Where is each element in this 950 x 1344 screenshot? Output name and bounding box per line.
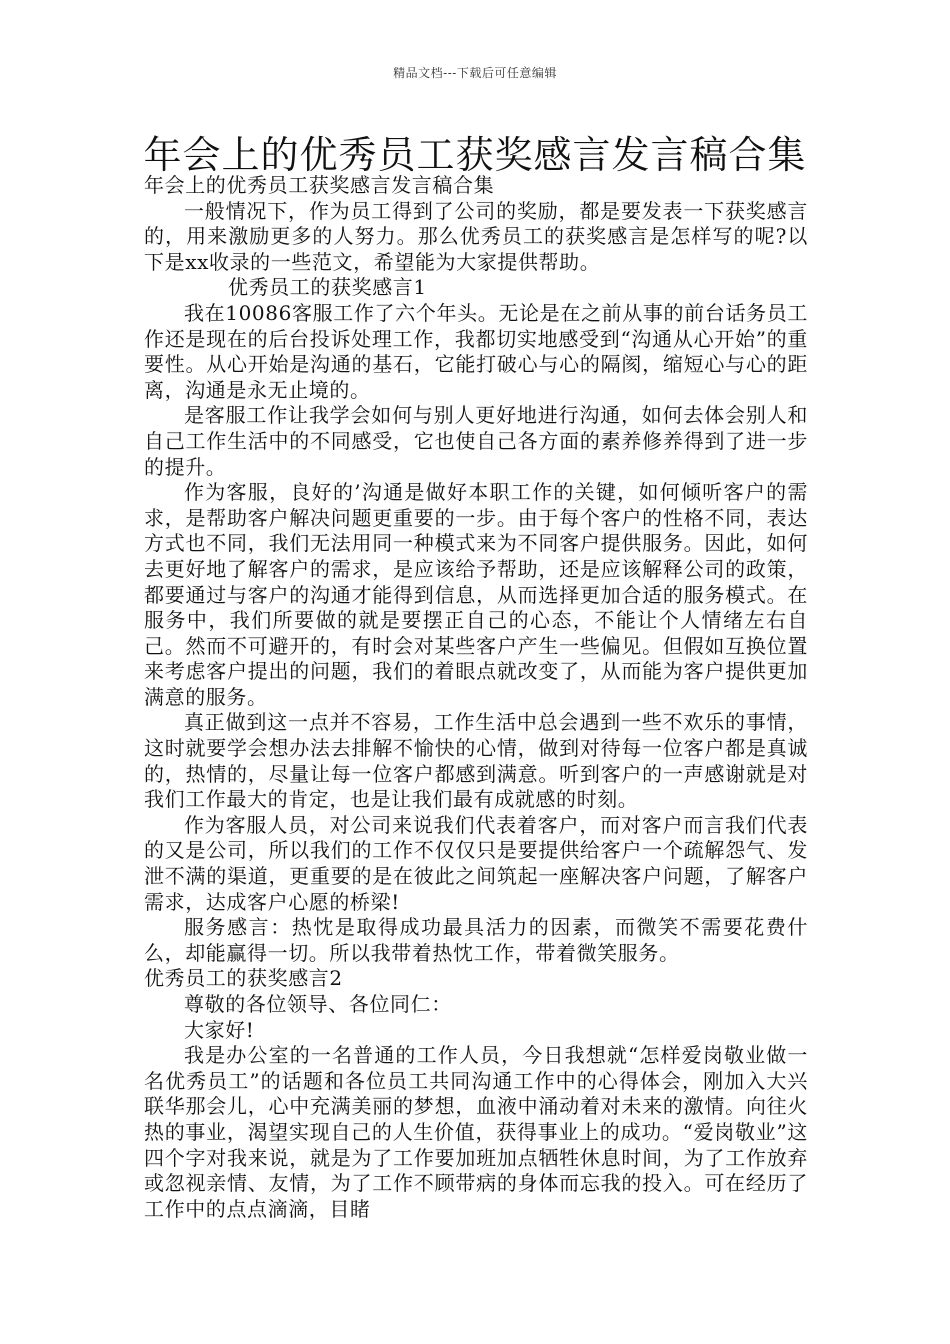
section-1-title: 优秀员工的获奖感言1 xyxy=(228,275,427,300)
body-paragraph: 我在10086客服工作了六个年头。无论是在之前从事的前台话务员工作还是现在的后台投诉处理工作，我都切实地感受到“沟通从心开始”的重要性。从心开始是沟通的基石，它能打破心与心的隔阂，缩短心与心的距离，沟通是永无止境的。 xyxy=(144,300,808,402)
body-paragraph: 是客服工作让我学会如何与别人更好地进行沟通，如何去体会别人和自己工作生活中的不同感受，它也使自己各方面的素养修养得到了进一步的提升。 xyxy=(144,403,808,479)
intro-paragraph: 一般情况下，作为员工得到了公司的奖励，都是要发表一下获奖感言的，用来激励更多的人努力。那么优秀员工的获奖感言是怎样写的呢?以下是xx收录的一些范文，希望能为大家提供帮助。 xyxy=(144,198,808,274)
document-subtitle: 年会上的优秀员工获奖感言发言稿合集 xyxy=(144,173,495,197)
salutation: 尊敬的各位领导、各位同仁： xyxy=(184,992,452,1016)
body-paragraph: 服务感言：热忱是取得成功最具活力的因素，而微笑不需要花费什么，却能赢得一切。所以我带着热忱工作，带着微笑服务。 xyxy=(144,915,808,965)
body-paragraph: 我是办公室的一名普通的工作人员，今日我想就“怎样爱岗敬业做一名优秀员工”的话题和各位员工共同沟通工作中的心得体会，刚加入大兴联华那会儿，心中充满美丽的梦想，血液中涌动着对未来的激情。向往火热的事业，渴望实现自己的人生价值，获得事业上的成功。“爱岗敬业”这四个字对我来说，就是为了工作要加班加点牺牲休息时间，为了工作放弃或忽视亲情、友情，为了工作不顾带病的身体而忘我的投入。可在经历了工作中的点点滴滴，目睹 xyxy=(144,1043,808,1221)
body-paragraph: 作为客服人员，对公司来说我们代表着客户，而对客户而言我们代表的又是公司，所以我们的工作不仅仅只是要提供给客户一个疏解怨气、发泄不满的渠道，更重要的是在彼此之间筑起一座解决客户问题，了解客户需求，达成客户心愿的桥梁! xyxy=(144,812,808,914)
document-title: 年会上的优秀员工获奖感言发言稿合集 xyxy=(143,133,807,177)
document-body xyxy=(144,173,808,1222)
page-header-watermark: 精品文档---下载后可任意编辑 xyxy=(393,66,557,80)
section-2-title: 优秀员工的获奖感言2 xyxy=(144,966,343,991)
body-paragraph: 真正做到这一点并不容易，工作生活中总会遇到一些不欢乐的事情，这时就要学会想办法去排解不愉快的心情，做到对待每一位客户都是真诚的，热情的，尽量让每一位客户都感到满意。听到客户的一声感谢就是对我们工作最大的肯定，也是让我们最有成就感的时刻。 xyxy=(144,710,808,812)
greeting: 大家好! xyxy=(184,1017,255,1042)
body-paragraph: 作为客服，良好的’沟通是做好本职工作的关键，如何倾听客户的需求，是帮助客户解决问题更重要的一步。由于每个客户的性格不同，表达方式也不同，我们无法用同一种模式来为不同客户提供服务。因此，如何去更好地了解客户的需求，是应该给予帮助，还是应该解释公司的政策，都要通过与客户的沟通才能得到信息，从而选择更加合适的服务模式。在服务中，我们所要做的就是要摆正自己的心态，不能让个人情绪左右自己。然而不可避开的，有时会对某些客户产生一些偏见。但假如互换位置来考虑客户提出的问题，我们的着眼点就改变了，从而能为客户提供更加满意的服务。 xyxy=(144,480,808,709)
